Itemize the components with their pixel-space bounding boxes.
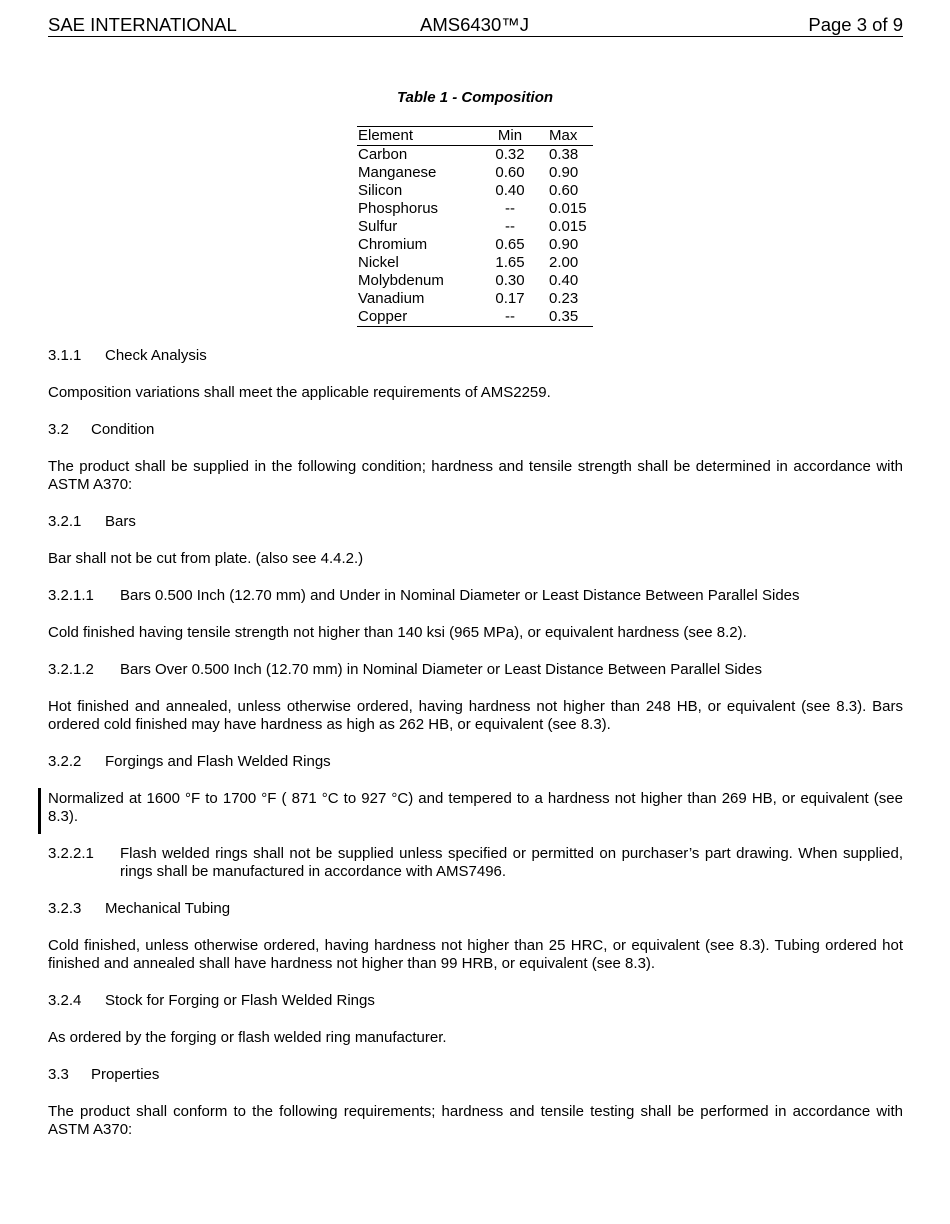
cell-min: 1.65 xyxy=(495,254,525,271)
table-row xyxy=(357,200,593,218)
page-header xyxy=(48,14,903,37)
cell-element: Chromium xyxy=(358,236,428,253)
paragraph-3-2-1: Bar shall not be cut from plate. (also see 4.4.2.) xyxy=(48,550,364,567)
header-page-number: Page 3 of 9 xyxy=(808,14,903,35)
cell-max: 2.00 xyxy=(549,254,579,271)
cell-min: 0.32 xyxy=(495,146,525,163)
cell-min: -- xyxy=(505,200,515,217)
cell-max: 0.23 xyxy=(549,290,579,307)
heading-3-2: 3.2 Condition xyxy=(48,421,155,438)
cell-min: -- xyxy=(505,218,515,235)
header-document-number: AMS6430™J xyxy=(420,14,529,35)
heading-3-1-1: 3.1.1 Check Analysis xyxy=(48,347,207,364)
heading-3-2-4: 3.2.4 Stock for Forging or Flash Welded Rings xyxy=(48,992,375,1009)
cell-max: 0.35 xyxy=(549,308,579,325)
cell-element: Copper xyxy=(358,308,408,325)
heading-3-2-2: 3.2.2 Forgings and Flash Welded Rings xyxy=(48,753,331,770)
table-row xyxy=(357,308,593,326)
cell-element: Nickel xyxy=(358,254,399,271)
cell-min: 0.30 xyxy=(495,272,525,289)
change-bar xyxy=(38,788,41,834)
heading-3-2-1-1: 3.2.1.1 Bars 0.500 Inch (12.70 mm) and Under in Nominal Diameter or Least Distance Between Parallel Sides xyxy=(48,587,800,604)
paragraph-3-2-2: Normalized at 1600 °F to 1700 °F ( 871 °C to 927 °C) and tempered to a hardness not higher than 269 HB, or equivalent (see 8.3). xyxy=(48,790,903,825)
cell-min: 0.60 xyxy=(495,164,525,181)
table-row xyxy=(357,218,593,236)
cell-element: Silicon xyxy=(358,182,403,199)
cell-element: Carbon xyxy=(358,146,408,163)
cell-max: 0.015 xyxy=(549,218,587,235)
table-header-row xyxy=(357,127,593,146)
heading-3-3: 3.3 Properties xyxy=(48,1066,160,1083)
column-header-min: Min xyxy=(497,127,523,144)
cell-min: 0.65 xyxy=(495,236,525,253)
paragraph-number: 3.2.2.1 xyxy=(48,845,94,862)
table-row xyxy=(357,236,593,254)
paragraph-3-3: The product shall conform to the following requirements; hardness and tensile testing shall be performed in accordance with ASTM A370: xyxy=(48,1103,903,1138)
table-row xyxy=(357,164,593,182)
column-header-element: Element xyxy=(358,127,414,144)
table-row xyxy=(357,290,593,308)
table-row xyxy=(357,182,593,200)
cell-element: Vanadium xyxy=(358,290,425,307)
heading-3-2-1: 3.2.1 Bars xyxy=(48,513,136,530)
paragraph-3-1-1: Composition variations shall meet the applicable requirements of AMS2259. xyxy=(48,384,551,401)
paragraph-3-2-4: As ordered by the forging or flash welded ring manufacturer. xyxy=(48,1029,447,1046)
paragraph-3-2: The product shall be supplied in the following condition; hardness and tensile strength shall be determined in accordance with ASTM A370: xyxy=(48,458,903,493)
cell-max: 0.90 xyxy=(549,164,579,181)
heading-3-2-1-2: 3.2.1.2 Bars Over 0.500 Inch (12.70 mm) in Nominal Diameter or Least Distance Between Parallel Sides xyxy=(48,661,762,678)
paragraph-3-2-1-1: Cold finished having tensile strength not higher than 140 ksi (965 MPa), or equivalent hardness (see 8.2). xyxy=(48,624,747,641)
cell-min: -- xyxy=(505,308,515,325)
paragraph-3-2-3: Cold finished, unless otherwise ordered, having hardness not higher than 25 HRC, or equivalent (see 8.3). Tubing ordered hot finished and annealed shall have hardness not higher than 99 HRB, or equivalent (see 8.3). xyxy=(48,937,903,972)
cell-element: Molybdenum xyxy=(358,272,444,289)
cell-element: Sulfur xyxy=(358,218,398,235)
cell-max: 0.40 xyxy=(549,272,579,289)
table-row xyxy=(357,146,593,164)
table-caption: Table 1 - Composition xyxy=(396,89,554,106)
paragraph-text: Flash welded rings shall not be supplied unless specified or permitted on purchaser’s part drawing. When supplied, rings shall be manufactured in accordance with AMS7496. xyxy=(120,845,903,880)
paragraph-3-2-1-2: Hot finished and annealed, unless otherwise ordered, having hardness not higher than 248 HB, or equivalent (see 8.3). Bars ordered cold finished may have hardness as high as 262 HB, or equivalent (see 8.3). xyxy=(48,698,903,733)
cell-min: 0.40 xyxy=(495,182,525,199)
cell-element: Manganese xyxy=(358,164,437,181)
cell-max: 0.90 xyxy=(549,236,579,253)
cell-max: 0.015 xyxy=(549,200,587,217)
heading-3-2-3: 3.2.3 Mechanical Tubing xyxy=(48,900,231,917)
paragraph-3-2-2-1 xyxy=(48,845,903,881)
header-organization: SAE INTERNATIONAL xyxy=(48,14,237,35)
table-row xyxy=(357,254,593,272)
cell-min: 0.17 xyxy=(495,290,525,307)
cell-max: 0.38 xyxy=(549,146,579,163)
column-header-max: Max xyxy=(549,127,578,144)
cell-max: 0.60 xyxy=(549,182,579,199)
table-row xyxy=(357,272,593,290)
composition-table xyxy=(357,126,593,327)
cell-element: Phosphorus xyxy=(358,200,439,217)
